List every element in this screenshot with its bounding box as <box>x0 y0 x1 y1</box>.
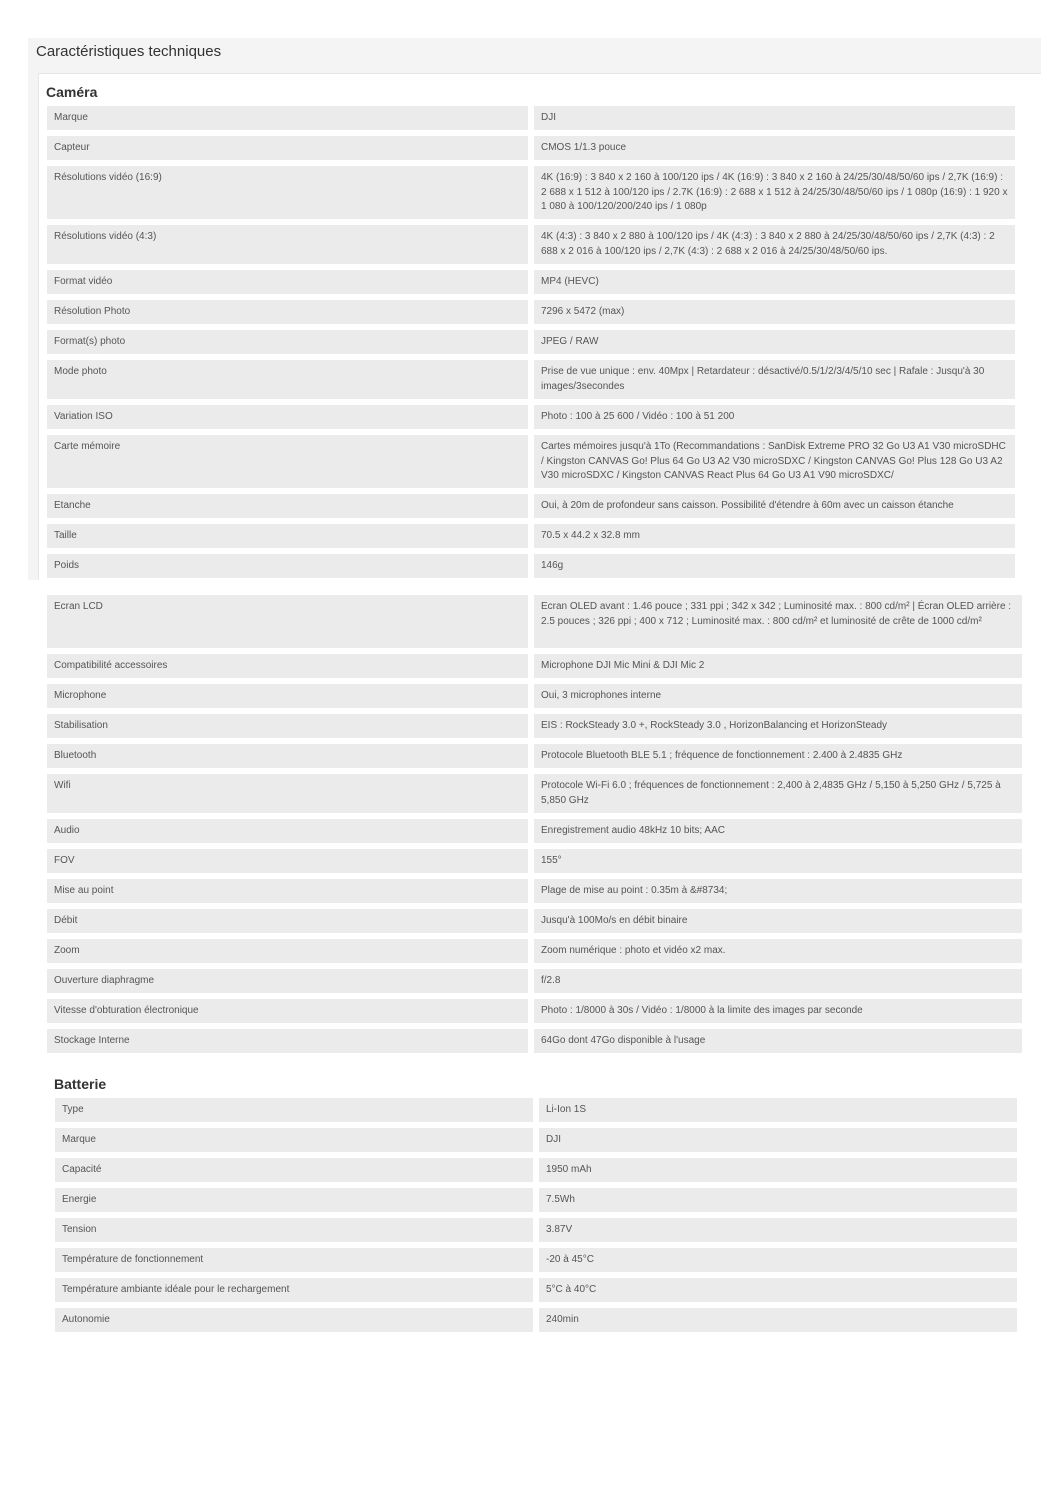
camera-card <box>38 73 1041 580</box>
spec-value: Enregistrement audio 48kHz 10 bits; AAC <box>534 819 1022 843</box>
spec-row <box>47 744 1022 768</box>
page-title: Caractéristiques techniques <box>36 43 222 60</box>
spec-label: Résolution Photo <box>47 300 528 324</box>
spec-label: Microphone <box>47 684 528 708</box>
spec-row <box>55 1278 1017 1302</box>
spec-label: Audio <box>47 819 528 843</box>
spec-value: 4K (4:3) : 3 840 x 2 880 à 100/120 ips / 4K (4:3) : 3 840 x 2 880 à 24/25/30/48/50/60 ips / 2,7K (4:3) : 2 688 x 2 016 à 100/120 ips / 2,7K (4:3) : 2 688 x 2 016 à 24/25/30/48/50/60 ips. <box>534 225 1015 264</box>
spec-label: Marque <box>55 1128 533 1152</box>
spec-row <box>47 405 1015 429</box>
spec-value: Protocole Bluetooth BLE 5.1 ; fréquence de fonctionnement : 2.400 à 2.4835 GHz <box>534 744 1022 768</box>
spec-row <box>47 849 1022 873</box>
spec-row <box>47 774 1022 813</box>
spec-row <box>47 360 1015 399</box>
spec-row <box>47 969 1022 993</box>
spec-value: 1950 mAh <box>539 1158 1017 1182</box>
camera-spec-table-continued <box>47 595 1022 1059</box>
spec-label: Poids <box>47 554 528 578</box>
spec-value: 7.5Wh <box>539 1188 1017 1212</box>
spec-row <box>47 136 1015 160</box>
spec-row <box>47 879 1022 903</box>
spec-value: 4K (16:9) : 3 840 x 2 160 à 100/120 ips / 4K (16:9) : 3 840 x 2 160 à 24/25/30/48/50/60 ips / 2,7K (16:9) : 2 688 x 1 512 à 100/120 ips / 2.7K (16:9) : 2 688 x 1 512 à 24/25/30/48/50/60 ips / 1 080p (16:9) : 1 920 x 1 080 à 100/120/200/240 ips / 1 080p <box>534 166 1015 219</box>
spec-label: Température de fonctionnement <box>55 1248 533 1272</box>
spec-label: Marque <box>47 106 528 130</box>
spec-label: Ouverture diaphragme <box>47 969 528 993</box>
spec-label: Résolutions vidéo (16:9) <box>47 166 528 219</box>
spec-label: Taille <box>47 524 528 548</box>
spec-row <box>47 524 1015 548</box>
spec-value: JPEG / RAW <box>534 330 1015 354</box>
spec-label: Résolutions vidéo (4:3) <box>47 225 528 264</box>
spec-value: 70.5 x 44.2 x 32.8 mm <box>534 524 1015 548</box>
spec-value: Oui, à 20m de profondeur sans caisson. Possibilité d'étendre à 60m avec un caisson étanche <box>534 494 1015 518</box>
spec-row <box>55 1128 1017 1152</box>
spec-value: 146g <box>534 554 1015 578</box>
spec-row <box>55 1098 1017 1122</box>
spec-label: Tension <box>55 1218 533 1242</box>
spec-value: Prise de vue unique : env. 40Mpx | Retardateur : désactivé/0.5/1/2/3/4/5/10 sec | Rafale : Jusqu'à 30 images/3secondes <box>534 360 1015 399</box>
spec-row <box>47 1029 1022 1053</box>
spec-row <box>47 225 1015 264</box>
spec-value: Photo : 1/8000 à 30s / Vidéo : 1/8000 à la limite des images par seconde <box>534 999 1022 1023</box>
spec-label: Stabilisation <box>47 714 528 738</box>
spec-value: 3.87V <box>539 1218 1017 1242</box>
spec-label: Energie <box>55 1188 533 1212</box>
spec-value: MP4 (HEVC) <box>534 270 1015 294</box>
spec-value: 155° <box>534 849 1022 873</box>
spec-label: Wifi <box>47 774 528 813</box>
spec-row <box>47 435 1015 488</box>
camera-spec-table <box>47 106 1015 580</box>
spec-label: Etanche <box>47 494 528 518</box>
spec-value: DJI <box>534 106 1015 130</box>
spec-value: Microphone DJI Mic Mini & DJI Mic 2 <box>534 654 1022 678</box>
spec-value: 5°C à 40°C <box>539 1278 1017 1302</box>
spec-label: Capacité <box>55 1158 533 1182</box>
spec-row <box>55 1248 1017 1272</box>
spec-row <box>47 714 1022 738</box>
spec-label: Compatibilité accessoires <box>47 654 528 678</box>
spec-label: Ecran LCD <box>47 595 528 648</box>
spec-row <box>47 554 1015 578</box>
spec-row <box>47 909 1022 933</box>
spec-row <box>47 684 1022 708</box>
spec-value: Cartes mémoires jusqu'à 1To (Recommandations : SanDisk Extreme PRO 32 Go U3 A1 V30 microSDHC / Kingston CANVAS Go! Plus 64 Go U3 A2 V30 microSDXC / Kingston CANVAS Go! Plus 128 Go U3 A2 V30 microSDXC / Kingston CANVAS React Plus 64 Go U3 A1 V90 microSDXC/ <box>534 435 1015 488</box>
spec-value: EIS : RockSteady 3.0 +, RockSteady 3.0 , HorizonBalancing et HorizonSteady <box>534 714 1022 738</box>
spec-label: Carte mémoire <box>47 435 528 488</box>
spec-value: Protocole Wi-Fi 6.0 ; fréquences de fonctionnement : 2,400 à 2,4835 GHz / 5,150 à 5,250 GHz / 5,725 à 5,850 GHz <box>534 774 1022 813</box>
spec-value: CMOS 1/1.3 pouce <box>534 136 1015 160</box>
spec-label: Variation ISO <box>47 405 528 429</box>
spec-label: Format(s) photo <box>47 330 528 354</box>
spec-panel <box>28 38 1041 580</box>
spec-row <box>47 106 1015 130</box>
spec-value: 240min <box>539 1308 1017 1332</box>
battery-section-title: Batterie <box>54 1076 107 1092</box>
spec-row <box>47 300 1015 324</box>
spec-value: Plage de mise au point : 0.35m à &#8734; <box>534 879 1022 903</box>
spec-row <box>47 939 1022 963</box>
spec-label: Vitesse d'obturation électronique <box>47 999 528 1023</box>
spec-row <box>47 654 1022 678</box>
spec-value: Oui, 3 microphones interne <box>534 684 1022 708</box>
spec-row <box>47 494 1015 518</box>
spec-label: Format vidéo <box>47 270 528 294</box>
battery-spec-table <box>55 1098 1017 1338</box>
spec-value: Ecran OLED avant : 1.46 pouce ; 331 ppi ; 342 x 342 ; Luminosité max. : 800 cd/m² | Écran OLED arrière : 2.5 pouces ; 326 ppi ; 400 x 712 ; Luminosité max. : 800 cd/m² et luminosité de crête de 1000 cd/m² <box>534 595 1022 648</box>
spec-label: Autonomie <box>55 1308 533 1332</box>
spec-value: 64Go dont 47Go disponible à l'usage <box>534 1029 1022 1053</box>
spec-label: Stockage Interne <box>47 1029 528 1053</box>
spec-row <box>47 166 1015 219</box>
spec-label: Débit <box>47 909 528 933</box>
spec-value: Photo : 100 à 25 600 / Vidéo : 100 à 51 200 <box>534 405 1015 429</box>
spec-row <box>55 1308 1017 1332</box>
spec-label: Mode photo <box>47 360 528 399</box>
spec-row <box>47 595 1022 648</box>
spec-label: FOV <box>47 849 528 873</box>
spec-row <box>47 330 1015 354</box>
spec-value: DJI <box>539 1128 1017 1152</box>
spec-value: 7296 x 5472 (max) <box>534 300 1015 324</box>
spec-label: Capteur <box>47 136 528 160</box>
spec-row <box>47 819 1022 843</box>
spec-label: Type <box>55 1098 533 1122</box>
spec-row <box>55 1218 1017 1242</box>
spec-value: Zoom numérique : photo et vidéo x2 max. <box>534 939 1022 963</box>
spec-value: f/2.8 <box>534 969 1022 993</box>
spec-value: Li-Ion 1S <box>539 1098 1017 1122</box>
spec-row <box>55 1158 1017 1182</box>
spec-row <box>47 999 1022 1023</box>
spec-row <box>47 270 1015 294</box>
spec-label: Bluetooth <box>47 744 528 768</box>
spec-row <box>55 1188 1017 1212</box>
spec-label: Mise au point <box>47 879 528 903</box>
camera-section-title: Caméra <box>46 84 98 100</box>
spec-value: Jusqu'à 100Mo/s en débit binaire <box>534 909 1022 933</box>
spec-value: -20 à 45°C <box>539 1248 1017 1272</box>
spec-label: Température ambiante idéale pour le rechargement <box>55 1278 533 1302</box>
spec-label: Zoom <box>47 939 528 963</box>
